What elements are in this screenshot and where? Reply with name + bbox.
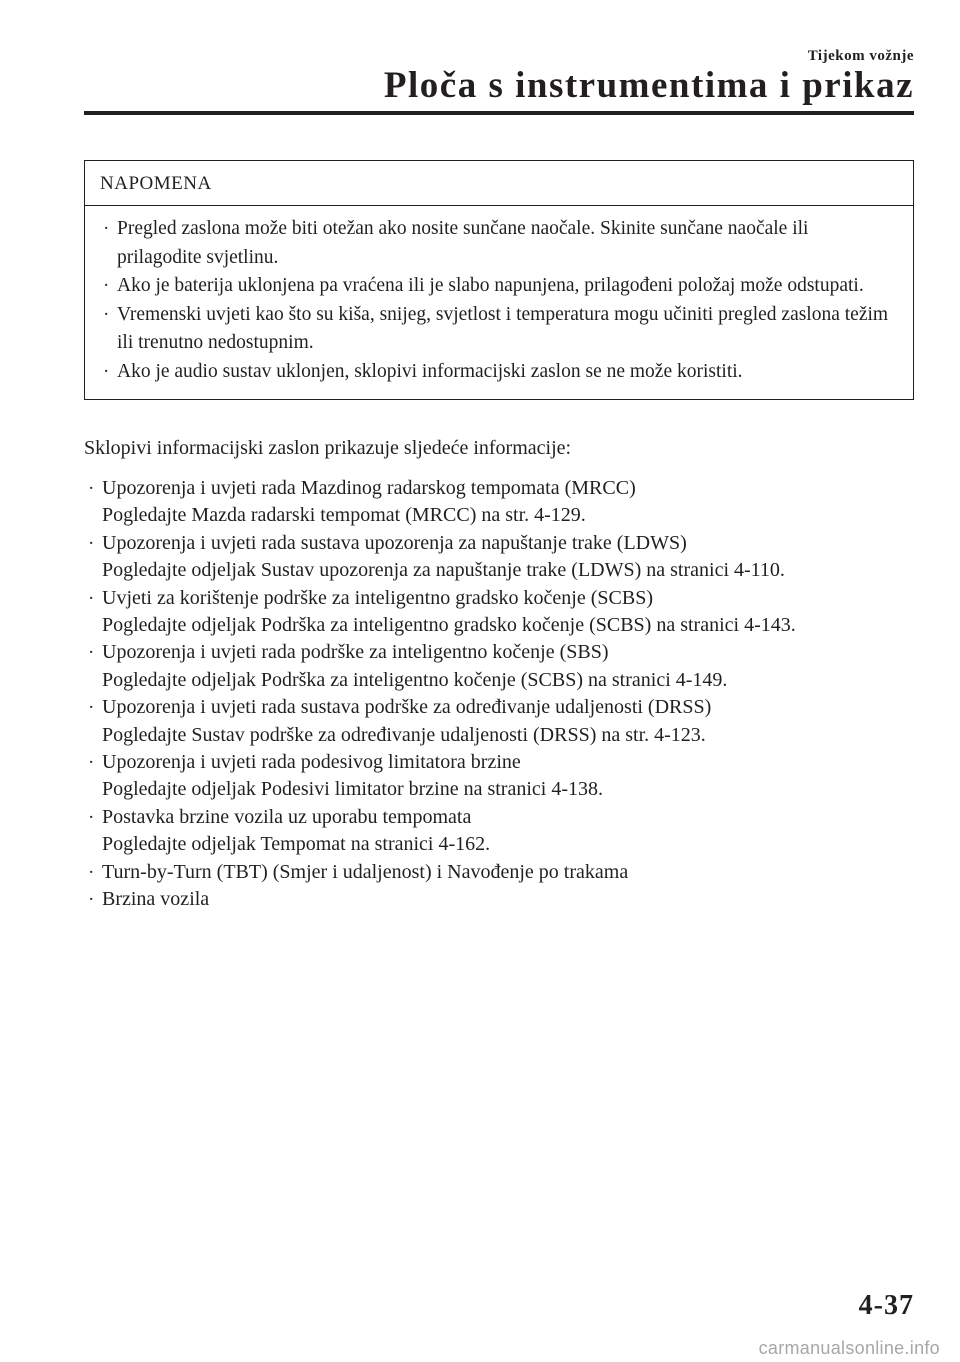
bullet-icon: ·: [88, 478, 95, 499]
bullet-icon: ·: [103, 218, 110, 239]
list-item: [84, 804, 914, 859]
list-item-reference: Pogledajte Mazda radarski tempomat (MRCC) na str. 4-129.: [102, 504, 586, 527]
page-title: Ploča s instrumentima i prikaz: [383, 65, 914, 106]
list-item-text: Upozorenja i uvjeti rada sustava podrške za određivanje udaljenosti (DRSS): [102, 696, 712, 719]
note-list: [85, 206, 913, 386]
section-header: Tijekom vožnje: [807, 48, 914, 64]
list-item-reference: Pogledajte odjeljak Podesivi limitator brzine na stranici 4-138.: [102, 778, 603, 801]
list-item: [84, 475, 914, 530]
list-item-reference: Pogledajte odjeljak Podrška za inteligentno kočenje (SCBS) na stranici 4-149.: [102, 668, 728, 691]
list-item: [84, 886, 914, 913]
list-item-text: Upozorenja i uvjeti rada podesivog limitatora brzine: [102, 751, 521, 774]
list-item-text: Turn-by-Turn (TBT) (Smjer i udaljenost) i Navođenje po trakama: [102, 860, 629, 883]
list-item: [84, 530, 914, 585]
list-item-text: Postavka brzine vozila uz uporabu tempomata: [102, 805, 472, 828]
bullet-icon: ·: [103, 303, 110, 325]
list-item-text: Upozorenja i uvjeti rada sustava upozorenja za napuštanje trake (LDWS): [102, 531, 687, 554]
bullet-icon: ·: [88, 587, 95, 609]
note-item: [103, 301, 897, 358]
note-item: [103, 215, 897, 272]
list-item-reference: Pogledajte Sustav podrške za određivanje udaljenosti (DRSS) na str. 4-123.: [102, 723, 706, 746]
info-list: [84, 475, 914, 914]
header-divider: [84, 111, 914, 115]
list-item-reference: Pogledajte odjeljak Podrška za inteligentno gradsko kočenje (SCBS) na stranici 4-143.: [102, 614, 796, 637]
list-item: [84, 639, 914, 694]
list-item: [84, 694, 914, 749]
note-heading: NAPOMENA: [85, 161, 913, 206]
bullet-icon: ·: [88, 889, 95, 911]
bullet-icon: ·: [88, 806, 95, 828]
note-item-text: Ako je baterija uklonjena pa vraćena ili je slabo napunjena, prilagođeni položaj može odstupati.: [117, 275, 864, 296]
page-number: 4-37: [858, 1290, 914, 1321]
list-item-reference: Pogledajte odjeljak Tempomat na stranici 4-162.: [102, 833, 491, 856]
bullet-icon: ·: [88, 642, 95, 664]
bullet-icon: ·: [88, 861, 95, 883]
bullet-icon: ·: [103, 360, 110, 382]
note-item-text: Vremenski uvjeti kao što su kiša, snijeg, svjetlost i temperatura mogu učiniti pregled zaslona težim ili trenutno nedostupnim.: [117, 303, 889, 353]
bullet-icon: ·: [103, 275, 110, 296]
list-item-text: Upozorenja i uvjeti rada Mazdinog radarskog tempomata (MRCC): [102, 477, 636, 499]
note-item-text: Ako je audio sustav uklonjen, sklopivi informacijski zaslon se ne može koristiti.: [117, 360, 743, 382]
list-item: [84, 859, 914, 886]
list-item: [84, 749, 914, 804]
bullet-icon: ·: [88, 697, 95, 719]
list-item-reference: Pogledajte odjeljak Sustav upozorenja za napuštanje trake (LDWS) na stranici 4-110.: [102, 559, 785, 582]
list-item-text: Brzina vozila: [102, 888, 210, 911]
bullet-icon: ·: [88, 752, 95, 774]
list-item-text: Upozorenja i uvjeti rada podrške za inteligentno kočenje (SBS): [102, 641, 609, 664]
list-item-text: Uvjeti za korištenje podrške za inteligentno gradsko kočenje (SCBS): [102, 586, 653, 609]
bullet-icon: ·: [88, 532, 95, 554]
note-item: [103, 272, 897, 301]
note-item: [103, 358, 897, 387]
list-item: [84, 585, 914, 640]
note-box: [84, 160, 914, 400]
watermark: carmanualsonline.info: [758, 1338, 940, 1358]
intro-paragraph: Sklopivi informacijski zaslon prikazuje sljedeće informacije:: [84, 437, 572, 459]
note-item-text: Pregled zaslona može biti otežan ako nosite sunčane naočale. Skinite sunčane naočale ili prilagodite svjetlinu.: [117, 218, 809, 268]
